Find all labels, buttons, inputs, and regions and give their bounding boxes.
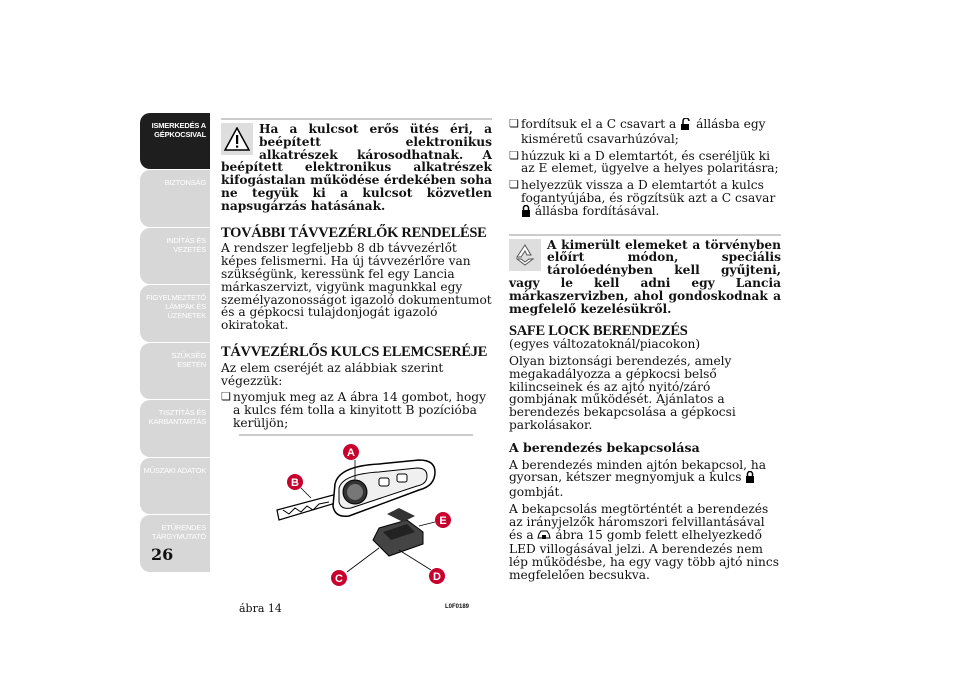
label-e: E bbox=[439, 514, 447, 527]
car-lock-icon bbox=[537, 529, 551, 544]
tab-ismerkedes[interactable]: ISMERKEDÉS A GÉPKOCSIVAL bbox=[140, 113, 210, 169]
label-b: B bbox=[291, 476, 299, 489]
lock-icon bbox=[745, 471, 755, 486]
figure-code: L0F0189 bbox=[444, 603, 469, 610]
page-number: 26 bbox=[151, 545, 174, 564]
warning-triangle-icon bbox=[221, 123, 253, 155]
tab-biztonsag[interactable]: BIZTONSÁG bbox=[140, 170, 210, 227]
tab-figyelmezteto[interactable]: FIGYELMEZTETŐ LÁMPÁK ÉS ÜZENETEK bbox=[140, 285, 210, 342]
safe-lock-subtitle: (egyes változatoknál/piacokon) bbox=[509, 337, 701, 352]
tab-muszaki[interactable]: MŰSZAKI ADATOK bbox=[140, 458, 210, 514]
figure-key bbox=[239, 434, 473, 615]
tab-targymutato[interactable]: ETŰRENDES TÁRGYMUTATÓ bbox=[140, 515, 210, 572]
unlock-icon bbox=[680, 118, 692, 133]
recycle-icon bbox=[509, 239, 541, 271]
paragraph-safe-lock: Olyan biztonsági berendezés, amely megakadályozza a gépkocsi belső kilincseinek és az ajtó nyitó/záró gombjának működését. Ajánlatos a berendezés bekapcsolása a gépkocsi parkolásakor. bbox=[509, 353, 736, 432]
recycle-note-box bbox=[509, 234, 781, 316]
warning-box bbox=[221, 118, 492, 213]
key-illustration bbox=[239, 436, 473, 596]
tab-tisztitas[interactable]: TISZTÍTÁS ÉS KARBANTARTÁS bbox=[140, 400, 210, 457]
heading-remote-order: TOVÁBBI TÁVVEZÉRLŐK RENDELÉSE bbox=[221, 224, 487, 241]
list-item: ❏ helyezzük vissza a D elemtartót a kulcs fogantyújába, és rögzítsük azt a C csavar állásba fordításával. bbox=[509, 179, 781, 219]
tab-inditas[interactable]: INDÍTÁS ÉS VEZETÉS bbox=[140, 228, 210, 284]
left-column bbox=[221, 118, 492, 615]
heading-safe-lock: SAFE LOCK BERENDEZÉS bbox=[509, 323, 688, 340]
paragraph-activation-led: A bekapcsolás megtörténtét a berendezés az irányjelzők háromszori felvillantásával és a ábra 15 gomb felett elhelyezkedő LED villogásával jelzi. A berendezés nem lép működésbe, ha egy vagy több ajtó nincs megfelelően becsukva. bbox=[509, 501, 779, 582]
warning-text: Ha a kulcsot erős ütés éri, a beépített elektronikus alkatrészek károsodhatnak. A beépített elektronikus alkatrészek kifogástalan működése érdekében soha ne tegyük ki a kulcsot közvetlen napsugárzás hatásának. bbox=[221, 122, 492, 213]
heading-battery-change: TÁVVEZÉRLŐS KULCS ELEMCSERÉJE bbox=[221, 343, 488, 360]
figure-caption: ábra 14 bbox=[239, 601, 282, 615]
heading-activation: A berendezés bekapcsolása bbox=[509, 439, 700, 455]
label-c: C bbox=[335, 572, 343, 585]
tab-szukseg[interactable]: SZÜKSÉG ESETÉN bbox=[140, 343, 210, 399]
right-column bbox=[509, 118, 781, 586]
paragraph-remote-order: A rendszer legfeljebb 8 db távvezérlőt képes felismerni. Ha új távvezérlőre van szükségünk, keressünk fel egy Lancia márkaszervizt, vigyünk magunkkal egy személyazonosságot igazoló dokumentumot és a gépkocsi tulajdonjogát igazoló okiratokat. bbox=[221, 241, 492, 333]
lock-icon bbox=[521, 205, 531, 220]
paragraph-activation: A berendezés minden ajtón bekapcsol, ha gyorsan, kétszer megnyomjuk a kulcs gombját. bbox=[509, 457, 767, 500]
label-d: D bbox=[433, 570, 441, 583]
list-item: ❏ nyomjuk meg az A ábra 14 gombot, hogy a kulcs fém tolla a kinyitott B pozícióba kerüljön; bbox=[221, 391, 492, 429]
list-item: ❏ húzzuk ki a D elemtartót, és cseréljük ki az E elemet, ügyelve a helyes polaritásra; bbox=[509, 150, 781, 176]
list-item: ❏ fordítsuk el a C csavart a állásba egy kisméretű csavarhúzóval; bbox=[509, 118, 781, 146]
recycle-note-text: A kimerült elemeket a törvényben előírt módon, speciális tárolóedényben kell gyűjteni, vagy le kell adni egy Lancia márkaszervizben, ahol gondoskodnak a megfelelő kezelésükről. bbox=[509, 237, 781, 316]
label-a: A bbox=[347, 446, 355, 459]
paragraph-battery-intro: Az elem cseréjét az alábbiak szerint végezzük: bbox=[221, 360, 444, 388]
